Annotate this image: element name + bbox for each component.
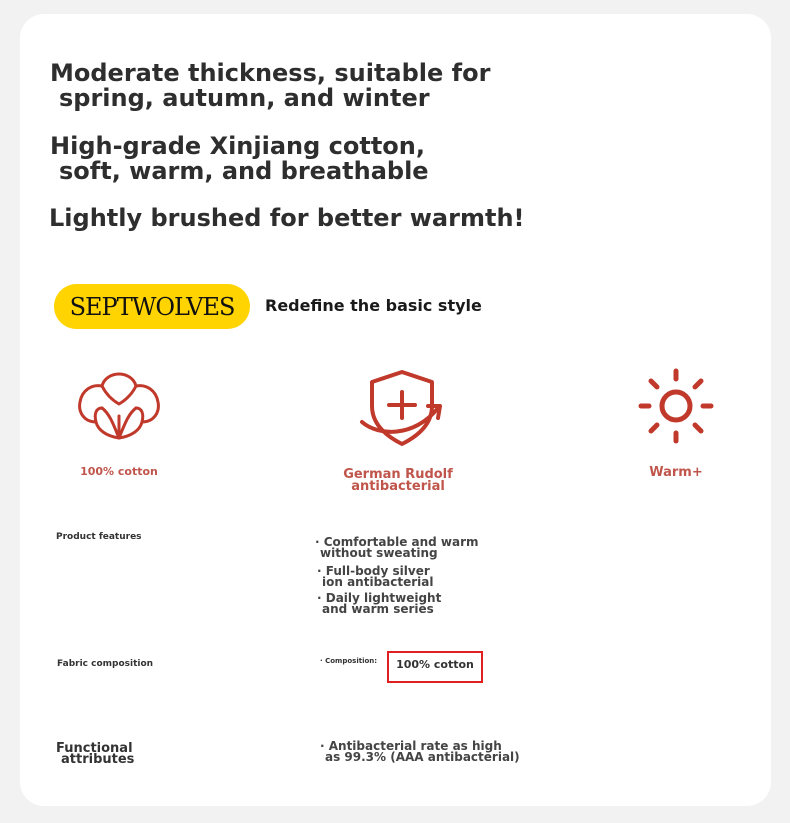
composition-sub-label: · Composition: <box>320 657 378 665</box>
feature-label-antibacterial: German Rudolf antibacterial <box>343 467 453 494</box>
row-label-functional-attributes: Functional attributes <box>56 741 135 767</box>
feature-bullet-lightweight: · Daily lightweight and warm series <box>317 591 442 616</box>
headline-thickness: Moderate thickness, suitable for spring, autumn, and winter <box>50 59 491 112</box>
brand-tagline: Redefine the basic style <box>265 296 482 315</box>
row-label-product-features: Product features <box>56 532 142 542</box>
composition-value-box <box>387 651 483 683</box>
feature-label-warm: Warm+ <box>649 465 703 480</box>
shield-plus-icon <box>358 368 446 448</box>
brand-logo-pill <box>54 284 250 329</box>
sun-icon <box>638 368 714 444</box>
headline-brushed: Lightly brushed for better warmth! <box>49 204 525 232</box>
composition-value: 100% cotton <box>396 658 474 671</box>
feature-label-cotton: 100% cotton <box>80 465 158 478</box>
functional-bullet-antibacterial-rate: · Antibacterial rate as high as 99.3% (AAA antibacterial) <box>320 739 520 764</box>
brand-logo-text: SEPTWOLVES <box>69 292 235 321</box>
headline-cotton: High-grade Xinjiang cotton, soft, warm, and breathable <box>50 132 429 185</box>
row-label-fabric-composition: Fabric composition <box>57 659 154 669</box>
feature-bullet-comfortable: · Comfortable and warm without sweating <box>315 535 479 560</box>
feature-bullet-silver-ion: · Full-body silver ion antibacterial <box>317 564 434 589</box>
cotton-icon <box>76 370 162 442</box>
